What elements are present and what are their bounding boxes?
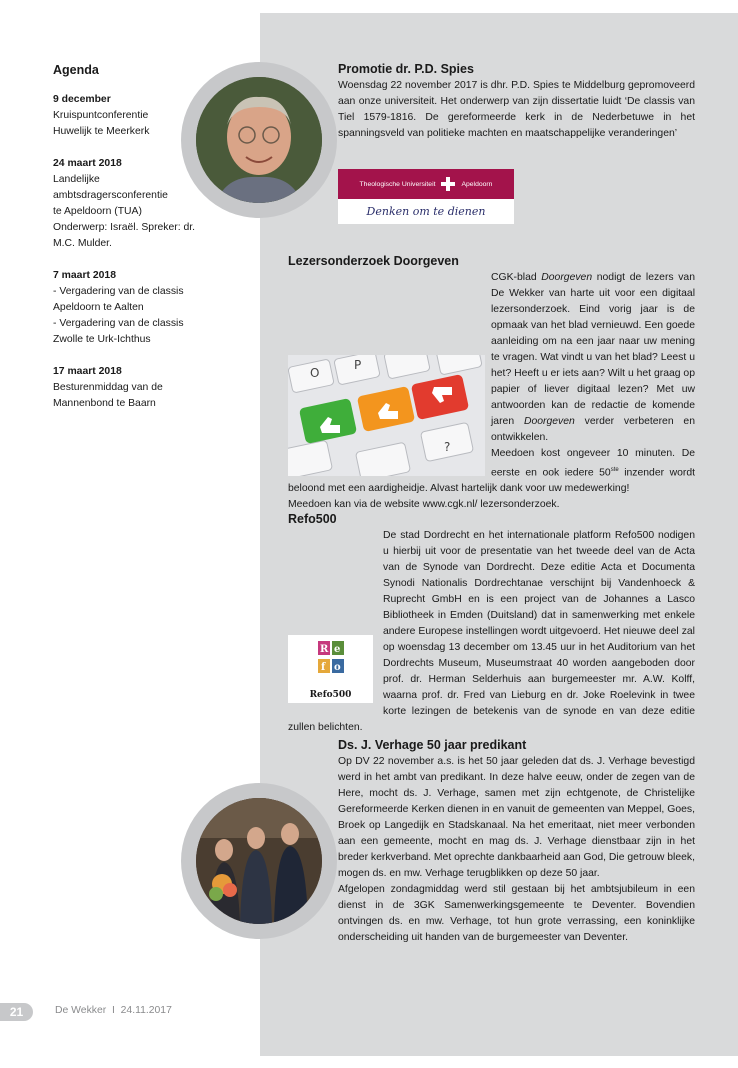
- agenda-line: Landelijke: [53, 174, 100, 185]
- keyboard-illustration: [288, 355, 485, 476]
- agenda-entry: [53, 364, 218, 412]
- svg-text:O: O: [310, 366, 320, 380]
- agenda-line: Kruispuntconferentie: [53, 110, 149, 121]
- tua-logo-name: Theologische Universiteit: [359, 180, 436, 188]
- tua-logo-place: Apeldoorn: [461, 180, 493, 188]
- publication-name: Doorgeven: [523, 416, 575, 427]
- svg-text:R: R: [320, 644, 329, 655]
- text-span: inzender wordt beloond met een aardigheidje. Alvast hartelijk dank voor uw medewerking!: [288, 467, 695, 495]
- refo500-logo: [288, 635, 373, 703]
- tua-logo-banner: [338, 169, 514, 199]
- agenda-date: 7 maart 2018: [53, 270, 116, 281]
- agenda-line: - Vergadering van de classis: [53, 318, 184, 329]
- footer-publication: De Wekker I 24.11.2017: [55, 1005, 172, 1016]
- page-number: 21: [0, 1003, 33, 1021]
- portrait-illustration: [196, 77, 322, 203]
- text-span: Meedoen kan via de website www.cgk.nl/ lezersonderzoek.: [288, 499, 560, 511]
- agenda-line: Onderwerp: Israël. Spreker: dr.: [53, 222, 196, 233]
- group-illustration: [196, 798, 322, 924]
- agenda-line: Mannenbond te Baarn: [53, 398, 156, 409]
- refo500-logo-mark: [288, 635, 373, 687]
- agenda-title: Agenda: [53, 63, 99, 77]
- text-span: nodigt de lezers van De Wekker van harte uit voor een digitaal lezersonderzoek. Eind vorig jaar is de opmaak van het blad vernieuwd. Een goede aanleiding om na een jaar naar uw mening te vragen. Wat vindt u van het blad? Leest u het? Heeft u er iets aan? Wilt u het graag op papier of liever digitaal lezen? Met uw antwoorden kan de redactie de komende jaren: [491, 272, 695, 427]
- tua-logo: [338, 169, 514, 224]
- group-photo-verhage: [196, 798, 322, 924]
- agenda-line: M.C. Mulder.: [53, 238, 112, 249]
- agenda-line: te Apeldoorn (TUA): [53, 206, 142, 217]
- agenda-entry: [53, 268, 218, 348]
- text-span: Meedoen kost ongeveer 10 minuten. De eerste en ook iedere 50: [491, 448, 695, 479]
- article-body: [288, 528, 695, 736]
- article-spies: [338, 62, 695, 142]
- agenda-date: 17 maart 2018: [53, 366, 122, 377]
- agenda-line: Zwolle te Urk-Ichthus: [53, 334, 151, 345]
- svg-text:P: P: [354, 358, 362, 372]
- article-title: Promotie dr. P.D. Spies: [338, 62, 474, 76]
- tua-logo-tagline: Denken om te dienen: [338, 199, 514, 224]
- article-body: Afgelopen zondagmiddag werd stil gestaan bij het ambtsjubileum in een dienst in de 3GK Samenwerkingsgemeente te Deventer. Bovendien ontvingen ds. en mw. Verhage, tot hun grote verrassing, een koninklijke onderscheiding uit handen van de burgemeester van Deventer.: [338, 884, 695, 943]
- refo500-logo-label: Refo500: [309, 690, 352, 700]
- svg-text:f: f: [321, 662, 326, 673]
- agenda-line: ambtsdragersconferentie: [53, 190, 168, 201]
- article-verhage: [338, 738, 695, 946]
- article-body: Woensdag 22 november 2017 is dhr. P.D. Spies te Middelburg gepromoveerd aan onze universiteit. Het onderwerp van zijn dissertatie luidt ‘De classis van Tiel 1579-1816. De gereformeerde kerk in de Nederbetuwe in het spanningsveld van politieke machten en maatschappelijke veranderingen’: [338, 80, 695, 139]
- text-span: CGK-blad: [491, 272, 542, 283]
- svg-text:o: o: [334, 662, 341, 673]
- text-span: verder verbeteren en ontwikkelen.: [491, 416, 695, 443]
- svg-text:e: e: [334, 644, 341, 655]
- publication-name: Doorgeven: [541, 272, 593, 283]
- article-title: Ds. J. Verhage 50 jaar predikant: [338, 738, 527, 752]
- superscript: ste: [610, 467, 619, 473]
- svg-text:?: ?: [444, 440, 451, 454]
- article-title: Lezersonderzoek Doorgeven: [288, 254, 459, 268]
- agenda-line: Apeldoorn te Aalten: [53, 302, 144, 313]
- agenda-line: Huwelijk te Meerkerk: [53, 126, 150, 137]
- cross-icon: [441, 177, 455, 191]
- agenda-date: 9 december: [53, 94, 111, 105]
- agenda-date: 24 maart 2018: [53, 158, 122, 169]
- text-span: De stad Dordrecht en het internationale platform Refo500 nodigen u hierbij uit voor de presentatie van het tweede deel van de Acta van de Synode van Dordrecht. Deze editie Acta et Documenta Synodi Nationalis Dordrechtanae verschijnt bij Vandenhoeck & Ruprecht GmbH en is een project van de Johannes a Lasco Bibliotheek in Emden (Duitsland) dat in samenwerking met enkele andere Europese instellingen wordt uitgevoerd. Het nieuwe deel zal op woensdag 13 december om 13.45 uur in het Auditorium van het Dordrechts Museum, Museumstraat 40 worden aangeboden door prof. dr. Herman Selderhuis aan burgemeester mr. A.W. Kolff, waarna prof. dr. Fred van Lieburg en dr. Joke Roelevink in twee korte lezingen de betekenis van de synode en van deze editie zullen belichten.: [288, 530, 695, 733]
- agenda-line: Besturenmiddag van de: [53, 382, 163, 393]
- article-title: Refo500: [288, 512, 337, 526]
- portrait-photo-spies: [196, 77, 322, 203]
- keyboard-thumbs-image: [288, 355, 485, 476]
- agenda-line: - Vergadering van de classis: [53, 286, 184, 297]
- article-body: Op DV 22 november a.s. is het 50 jaar geleden dat ds. J. Verhage bevestigd werd in het ambt van predikant. In deze halve eeuw, onder de zegen van de Here, mocht ds. J. Verhage, samen met zijn echtgenote, de Christelijke Gereformeerde Kerken dienen in en vanuit de gemeenten van Meppel, Goes, Broek op Langedijk en Stadskanaal. Na het emeritaat, niet meer verbonden aan een gemeente, mocht en mag ds. J. Verhage dienstbaar zijn in het breder kerkverband. Met oprechte dankbaarheid aan God, Die getrouw bleek, mogen ds. en mw. Verhage terugblikken op deze 50 jaar.: [338, 756, 695, 879]
